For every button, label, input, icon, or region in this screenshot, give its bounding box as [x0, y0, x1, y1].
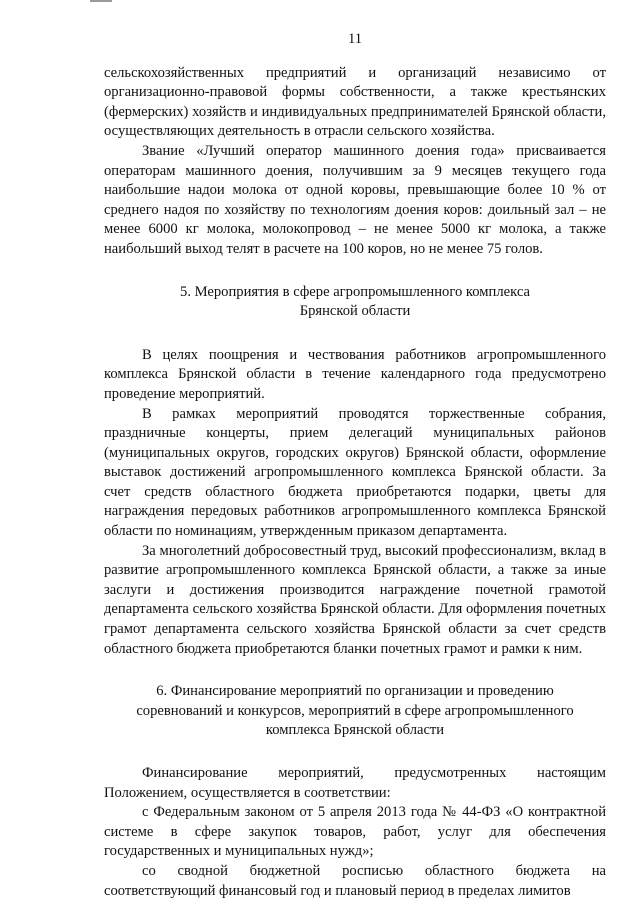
section-6-heading-line-2: соревнований и конкурсов, мероприятий в сфере агропромышленного — [136, 702, 574, 719]
page-number: 11 — [347, 31, 363, 47]
section-5-heading-line-2: Брянской области — [299, 303, 411, 320]
section-5-paragraph: В рамках мероприятий проводятся торжественные собрания, праздничные концерты, прием делегаций муниципальных районов (муниципальных округов, городских округов) Брянской области, оформление выставок достижений агропромышленного комплекса Брянской области. За счет средств областного бюджета приобретаются подарки, цветы для награждения передовых работников агропромышленного комплекса Брянской области по номинациям, утвержденным приказом департамента. — [104, 405, 606, 540]
section-5-paragraph: В целях поощрения и чествования работников агропромышленного комплекса Брянской области в течение календарного года предусмотрено проведение мероприятий. — [104, 346, 606, 402]
section-6-heading — [104, 682, 606, 741]
paragraph-continuation: сельскохозяйственных предприятий и организаций независимо от организационно-правовой формы собственности, а также крестьянских (фермерских) хозяйств и индивидуальных предпринимателей Брянской области, осуществляющих деятельность в отрасли сельского хозяйства. — [104, 64, 606, 140]
section-5-heading — [104, 283, 606, 322]
section-6-heading-line-3: комплекса Брянской области — [265, 722, 445, 739]
paragraph-best-operator-title: Звание «Лучший оператор машинного доения года» присваивается операторам машинного доения, получившим за 9 месяцев текущего года наибольшие надои молока от одной коровы, превышающие более 10 % от среднего надоя по хозяйству по технологиям доения коров: доильный зал – не менее 6000 кг молока, молокопровод – не менее 5000 кг молока, а также наибольший выход телят в расчете на 100 коров, но не менее 75 голов. — [104, 142, 606, 257]
section-5-heading-line-1: 5. Мероприятия в сфере агропромышленного комплекса — [180, 283, 530, 300]
document-page — [104, 30, 606, 901]
section-6-paragraph: Финансирование мероприятий, предусмотренных настоящим Положением, осуществляется в соответствии: — [104, 765, 606, 801]
section-6-heading-line-1: 6. Финансирование мероприятий по организации и проведению — [156, 683, 554, 700]
section-6-paragraph: с Федеральным законом от 5 апреля 2013 года № 44-ФЗ «О контрактной системе в сфере закупок товаров, работ, услуг для обеспечения государственных и муниципальных нужд»; — [104, 804, 606, 860]
section-5-paragraph: За многолетний добросовестный труд, высокий профессионализм, вклад в развитие агропромышленного комплекса Брянской области, а также за иные заслуги и достижения производится награждение почетной грамотой департамента сельского хозяйства Брянской области. Для оформления почетных грамот департамента сельского хозяйства Брянской области за счет средств областного бюджета приобретаются бланки почетных грамот и рамки к ним. — [104, 542, 606, 657]
top-edge-mark — [90, 0, 112, 2]
section-6-paragraph: со сводной бюджетной росписью областного бюджета на соответствующий финансовый год и плановый период в пределах лимитов — [104, 862, 606, 899]
